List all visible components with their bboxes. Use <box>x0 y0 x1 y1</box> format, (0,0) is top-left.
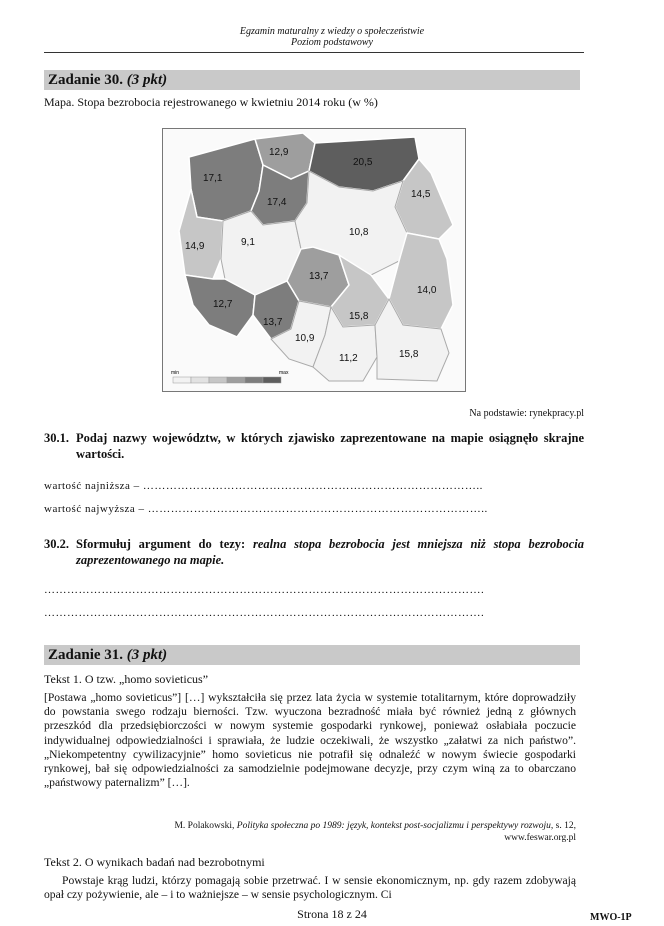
text-2-title: Tekst 2. O wynikach badań nad bezrobotnymi <box>44 855 265 869</box>
label-warminsko-mazurskie: 20,5 <box>353 157 373 168</box>
label-zachodniopomorskie: 17,1 <box>203 173 223 184</box>
label-lodzkie: 13,7 <box>309 271 329 282</box>
question-30-1-number: 30.1. <box>44 431 69 445</box>
label-swietokrzyskie: 15,8 <box>349 311 369 322</box>
answer-argument-line-1[interactable]: ……………………………………………………………………………………………………. <box>44 584 485 596</box>
text-1-title: Tekst 1. O tzw. „homo sovieticus” <box>44 672 209 686</box>
label-wielkopolskie: 9,1 <box>241 237 255 248</box>
label-podkarpackie: 15,8 <box>399 349 419 360</box>
header-divider <box>44 52 584 53</box>
map-legend <box>171 370 289 383</box>
question-30-1-text: Podaj nazwy województw, w których zjawisko zaprezentowane na mapie osiągnęło skrajne wartości. <box>76 431 584 461</box>
task-31-points: (3 pkt) <box>126 647 168 663</box>
unemployment-map <box>162 128 466 392</box>
task-30-points: (3 pkt) <box>126 72 168 88</box>
question-30-1 <box>44 430 584 462</box>
label-lubelskie: 14,0 <box>417 285 437 296</box>
text-1-body: [Postawa „homo sovieticus”] […] wykształciła się przez lata życia w systemie totalitarnym, które doprowadziły do powstania swego rodzaju bierności. Tzw. wyuczona bezradność miała być również jedną z głównych przeszkód dla przedsiębiorczości w nowym systemie gospodarki rynkowej, ponieważ osłabiała poczucie indywidualnej odpowiedzialności i sprawiała, że ludzie oczekiwali, że wszystko „załatwi za nich państwo”. „Niekompetentny cywilizacyjnie” homo sovieticus nie potrafił się odnaleźć w nowym świecie gospodarki rynkowej, bał się odpowiedzialności za samodzielnie podejmowane decyzje, przy czym winą za to obarczano „państwowy paternalizm” […]. <box>44 691 576 790</box>
task-31-header <box>44 645 580 665</box>
task-30-title: Zadanie 30. <box>48 72 124 88</box>
label-pomorskie: 12,9 <box>269 147 289 158</box>
legend-min: min <box>171 370 180 376</box>
map-caption: Mapa. Stopa bezrobocia rejestrowanego w kwietniu 2014 roku (w %) <box>44 95 378 109</box>
header-level: Poziom podstawowy <box>291 37 373 48</box>
label-malopolskie: 11,2 <box>339 353 358 364</box>
text-1-citation <box>120 820 576 844</box>
text-2-body: Powstaje krąg ludzi, którzy pomagają sobie przetrwać. I w sensie ekonomicznym, np. gdy razem zdobywają opał czy pożywienie, ale – i to ważniejsze – w sensie psychologicznym. Ci <box>44 874 576 902</box>
question-30-2-lead: Sformułuj argument do tezy: <box>76 537 246 551</box>
question-30-2-number: 30.2. <box>44 537 69 551</box>
exam-code: MWO-1P <box>590 912 632 923</box>
task-31-title: Zadanie 31. <box>48 647 124 663</box>
label-lubuskie: 14,9 <box>185 241 205 252</box>
label-podlaskie: 14,5 <box>411 189 431 200</box>
answer-lowest-line[interactable]: wartość najniższa – …………………………………………………………………………….. <box>44 480 483 492</box>
task-30-header <box>44 70 580 90</box>
label-opolskie: 13,7 <box>263 317 283 328</box>
label-dolnoslaskie: 12,7 <box>213 299 233 310</box>
legend-max: max <box>279 370 289 376</box>
answer-argument-line-2[interactable]: ……………………………………………………………………………………………………. <box>44 607 485 619</box>
page-number: Strona 18 z 24 <box>297 907 367 921</box>
page-header <box>44 26 620 48</box>
map-source: Na podstawie: rynekpracy.pl <box>469 408 584 419</box>
label-mazowieckie: 10,8 <box>349 227 369 238</box>
label-slaskie: 10,9 <box>295 333 315 344</box>
answer-highest-line[interactable]: wartość najwyższa – …………………………………………………………………………….. <box>44 503 488 515</box>
question-30-2 <box>44 536 584 568</box>
question-30-2-thesis: realna stopa bezrobocia jest mniejsza niż stopa bezrobocia zaprezentowanego na mapie. <box>76 537 584 567</box>
citation-tail: s. 12, www.feswar.org.pl <box>504 821 576 843</box>
citation-author: M. Polakowski, <box>174 821 235 831</box>
citation-title: Polityka społeczna po 1989: język, kontekst post-socjalizmu i perspektywy rozwoju, <box>236 821 554 831</box>
header-exam-name: Egzamin maturalny z wiedzy o społeczeństwie <box>239 26 425 37</box>
poland-map <box>163 129 465 391</box>
label-kujawsko-pomorskie: 17,4 <box>267 197 287 208</box>
